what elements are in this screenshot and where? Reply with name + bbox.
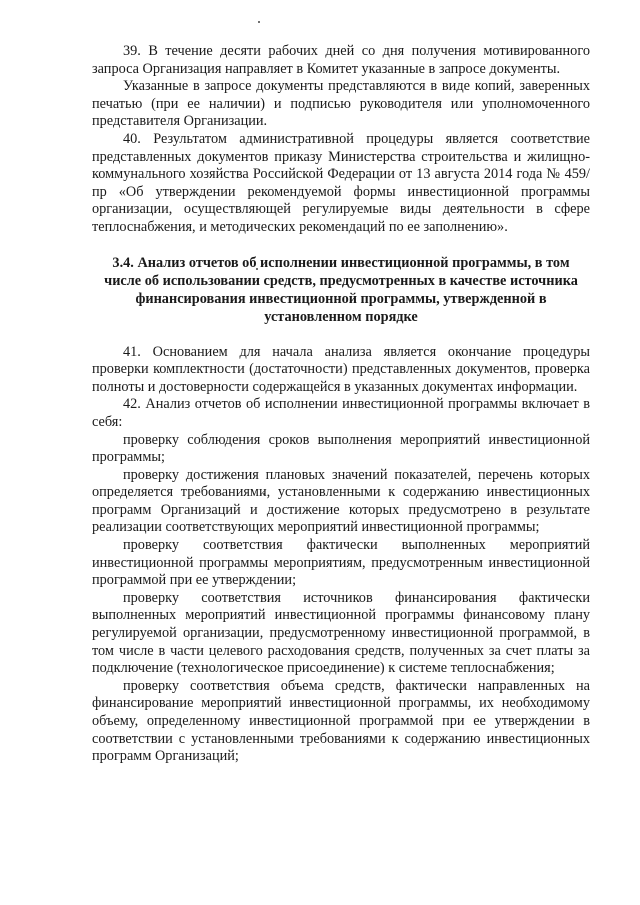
paragraph-39: 39. В течение десяти рабочих дней со дня получения мотивированного запроса Организация направляет в Комитет указанные в запросе документы. (92, 43, 590, 77)
paragraph-42: 42. Анализ отчетов об исполнении инвестиционной программы включает в себя: (92, 396, 590, 430)
paragraph-documents-copies: Указанные в запросе документы представляются в виде копий, заверенных печатью (при ее наличии) и подписью руководителя или уполномоченного представителя Организации. (92, 78, 590, 130)
document-body (92, 43, 590, 766)
section-heading-3-4: 3.4. Анализ отчетов об исполнении инвестиционной программы, в том числе об использовании средств, предусмотренных в качестве источника финансирования инвестиционной программы, утвержденной в установленном порядке (104, 254, 578, 325)
paragraph-41: 41. Основанием для начала анализа является окончание процедуры проверки комплектности (достаточности) представленных документов, проверка полноты и достоверности содержащейся в указанных документах информации. (92, 343, 590, 395)
list-item-measures-check: проверку соответствия фактически выполненных мероприятий инвестиционной программы мероприятиям, предусмотренным инвестиционной программой при ее утверждении; (92, 537, 590, 589)
paragraph-40: 40. Результатом административной процедуры является соответствие представленных документов приказу Министерства строительства и жилищно-коммунального хозяйства Российской Федерации от 13 августа 2014 года № 459/пр «Об утверждении рекомендуемой формы инвестиционной программы организации, осуществляющей регулируемые виды деятельности в сфере теплоснабжения, и методических рекомендаций по ее заполнению». (92, 130, 590, 235)
scan-speck (258, 21, 260, 23)
list-item-funds-volume-check: проверку соответствия объема средств, фактически направленных на финансирование мероприятий инвестиционной программы, их необходимому объему, определенному инвестиционной программой при ее утверждении в соответствии с установленными требованиями к содержанию инвестиционных программ Организаций; (92, 677, 590, 765)
list-item-financing-sources-check: проверку соответствия источников финансирования фактически выполненных мероприятий инвестиционной программы финансовому плану регулируемой организации, предусмотренному инвестиционной программой, в том числе в части целевого расходования средств, полученных за счет платы за подключение (технологическое присоединение) к системе теплоснабжения; (92, 589, 590, 677)
list-item-deadlines-check: проверку соблюдения сроков выполнения мероприятий инвестиционной программы; (92, 431, 590, 466)
list-item-indicators-check: проверку достижения плановых значений показателей, перечень которых определяется требованиями, установленными к содержанию инвестиционных программ Организаций и достижение которых предусмотрено в результате реализации соответствующих мероприятий инвестиционной программы; (92, 466, 590, 536)
